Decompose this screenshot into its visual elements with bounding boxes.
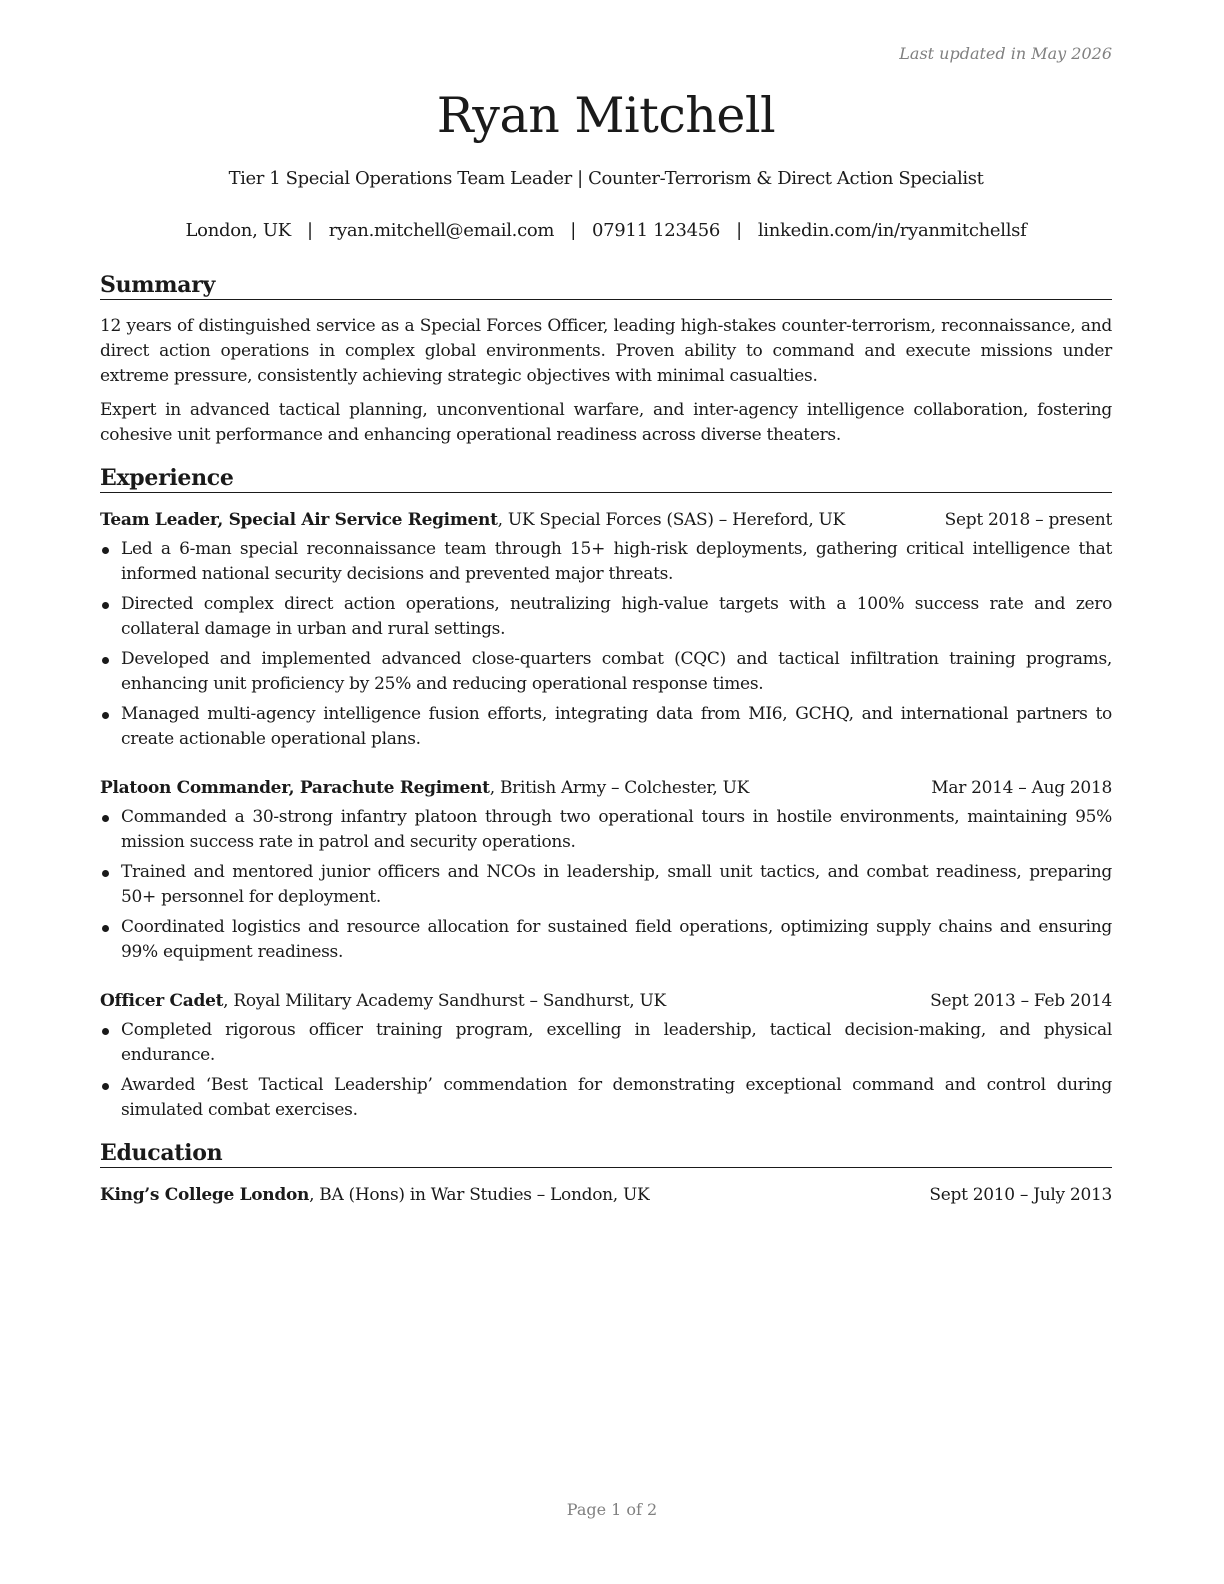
section-title-experience: Experience	[100, 464, 1112, 493]
contact-location: London, UK	[185, 220, 291, 241]
bullet-dot-icon	[102, 925, 109, 932]
job-title: Team Leader, Special Air Service Regiment	[100, 510, 498, 530]
bullet-dot-icon	[102, 1083, 109, 1090]
experience-bullets	[100, 537, 1112, 757]
job-dates: Sept 2018 – present	[944, 510, 1112, 530]
bullet-text: Commanded a 30-strong infantry platoon through two operational tours in hostile environments, maintaining 95% mission success rate in patrol and security operations.	[121, 807, 1112, 852]
section-title-summary: Summary	[100, 271, 1112, 300]
contact-line	[100, 219, 1112, 243]
list-item	[100, 702, 1112, 752]
summary-paragraph: 12 years of distinguished service as a Special Forces Officer, leading high-stakes counter-terrorism, reconnaissance, and direct action operations in complex global environments. Proven ability to command and execute missions under extreme pressure, consistently achieving strategic objectives with minimal casualties.	[100, 316, 1112, 386]
contact-linkedin-link[interactable]: linkedin.com/in/ryanmitchellsf	[757, 220, 1027, 241]
contact-phone[interactable]: 07911 123456	[591, 220, 721, 241]
bullet-dot-icon	[102, 815, 109, 822]
bullet-text: Directed complex direct action operations, neutralizing high-value targets with a 100% success rate and zero collateral damage in urban and rural settings.	[121, 594, 1112, 639]
job-organization: , Royal Military Academy Sandhurst – Sandhurst, UK	[223, 991, 666, 1011]
experience-entry-header	[100, 508, 1112, 532]
education-dates: Sept 2010 – July 2013	[929, 1185, 1112, 1205]
experience-entry-header	[100, 989, 1112, 1013]
education-entry-header	[100, 1183, 1112, 1207]
list-item	[100, 1018, 1112, 1068]
list-item	[100, 537, 1112, 587]
list-item	[100, 1073, 1112, 1123]
experience-bullets	[100, 805, 1112, 970]
list-item	[100, 860, 1112, 910]
bullet-dot-icon	[102, 712, 109, 719]
job-organization: , British Army – Colchester, UK	[489, 778, 749, 798]
last-updated-note: Last updated in May 2026	[899, 44, 1112, 63]
contact-email-link[interactable]: ryan.mitchell@email.com	[328, 220, 555, 241]
candidate-tagline: Tier 1 Special Operations Team Leader | Counter-Terrorism & Direct Action Specialist	[228, 168, 984, 189]
summary-paragraph: Expert in advanced tactical planning, unconventional warfare, and inter-agency intelligence collaboration, fostering cohesive unit performance and enhancing operational readiness across diverse theaters.	[100, 400, 1112, 445]
list-item	[100, 805, 1112, 855]
bullet-text: Awarded ‘Best Tactical Leadership’ commendation for demonstrating exceptional command and control during simulated combat exercises.	[121, 1075, 1112, 1120]
list-item	[100, 915, 1112, 965]
job-title: Officer Cadet	[100, 991, 224, 1011]
bullet-dot-icon	[102, 602, 109, 609]
list-item	[100, 592, 1112, 642]
experience-bullets	[100, 1018, 1112, 1128]
job-dates: Sept 2013 – Feb 2014	[930, 991, 1112, 1011]
bullet-dot-icon	[102, 657, 109, 664]
school-name: King’s College London	[100, 1185, 310, 1205]
bullet-dot-icon	[102, 1028, 109, 1035]
job-organization: , UK Special Forces (SAS) – Hereford, UK	[497, 510, 845, 530]
candidate-name: Ryan Mitchell	[436, 87, 776, 144]
bullet-text: Managed multi-agency intelligence fusion efforts, integrating data from MI6, GCHQ, and international partners to create actionable operational plans.	[121, 704, 1112, 749]
page-number: Page 1 of 2	[566, 1500, 658, 1519]
bullet-dot-icon	[102, 870, 109, 877]
contact-separator: |	[736, 220, 742, 241]
job-dates: Mar 2014 – Aug 2018	[931, 778, 1112, 798]
bullet-text: Completed rigorous officer training program, excelling in leadership, tactical decision-making, and physical endurance.	[121, 1020, 1112, 1065]
bullet-dot-icon	[102, 547, 109, 554]
section-title-education: Education	[100, 1139, 1112, 1168]
job-title: Platoon Commander, Parachute Regiment	[100, 778, 490, 798]
contact-separator: |	[570, 220, 576, 241]
experience-entry-header	[100, 776, 1112, 800]
bullet-text: Coordinated logistics and resource allocation for sustained field operations, optimizing supply chains and ensuring 99% equipment readiness.	[121, 917, 1112, 962]
bullet-text: Developed and implemented advanced close-quarters combat (CQC) and tactical infiltration training programs, enhancing unit proficiency by 25% and reducing operational response times.	[121, 649, 1112, 694]
bullet-text: Trained and mentored junior officers and NCOs in leadership, small unit tactics, and combat readiness, preparing 50+ personnel for deployment.	[121, 862, 1112, 907]
bullet-text: Led a 6-man special reconnaissance team through 15+ high-risk deployments, gathering critical intelligence that informed national security decisions and prevented major threats.	[121, 539, 1112, 584]
degree-info: , BA (Hons) in War Studies – London, UK	[309, 1185, 650, 1205]
contact-separator: |	[306, 220, 313, 241]
list-item	[100, 647, 1112, 697]
